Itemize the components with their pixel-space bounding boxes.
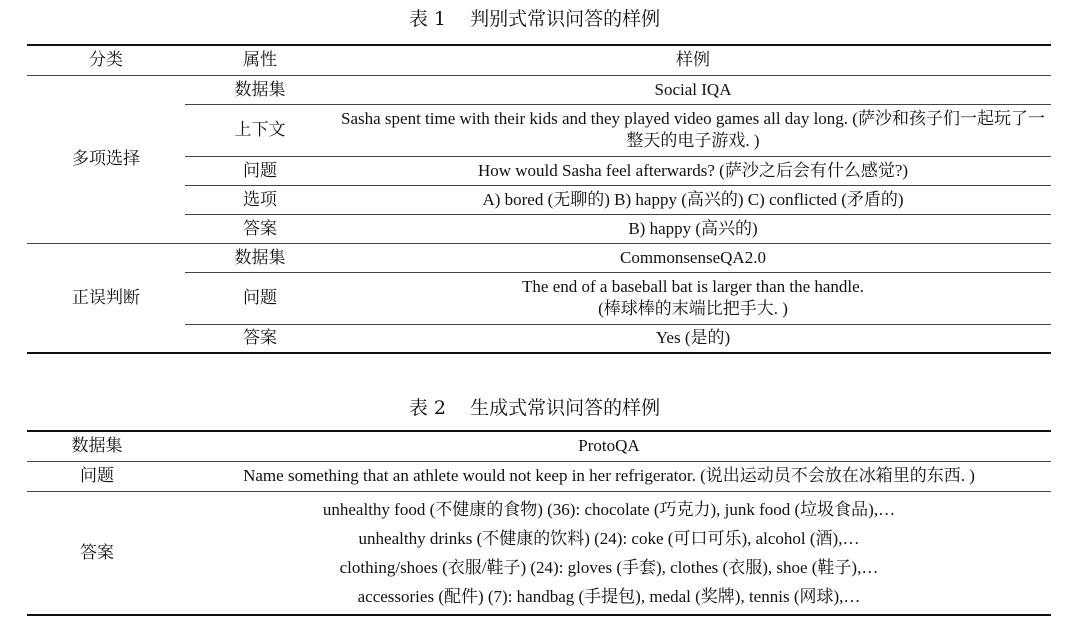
example-cell: How would Sasha feel afterwards? (萨沙之后会有什么感觉?) — [477, 160, 909, 180]
attribute-cell: 数据集 — [234, 79, 286, 99]
row-label: 数据集 — [71, 436, 123, 456]
example-cell: B) happy (高兴的) — [628, 218, 758, 238]
answers-cell — [167, 491, 1051, 615]
table-row — [27, 243, 1051, 272]
attribute-cell: 数据集 — [234, 247, 286, 267]
header-category: 分类 — [89, 50, 123, 70]
row-value: ProtoQA — [578, 436, 640, 456]
category-cell: 正误判断 — [27, 243, 185, 353]
example-cell: Yes (是的) — [655, 328, 731, 348]
table1-caption: 表 1 判别式常识问答的样例 — [408, 8, 661, 30]
header-example: 样例 — [676, 50, 710, 70]
table-row — [27, 75, 1051, 104]
attribute-cell: 问题 — [243, 160, 277, 180]
attribute-cell: 答案 — [243, 328, 277, 348]
attribute-cell: 选项 — [243, 189, 277, 209]
answer-line: clothing/shoes (衣服/鞋子) (24): gloves (手套), clothes (衣服), shoe (鞋子),… — [339, 557, 879, 577]
example-cell: CommonsenseQA2.0 — [620, 247, 766, 267]
table1-discriminative-qa-examples — [27, 44, 1051, 354]
table-row — [27, 491, 1051, 615]
attribute-cell: 上下文 — [234, 120, 286, 139]
table-row — [27, 431, 1051, 461]
example-line: (棒球棒的末端比把手大. ) — [598, 299, 788, 318]
category-cell: 多项选择 — [27, 75, 185, 243]
example-cell: A) bored (无聊的) B) happy (高兴的) C) conflicted (矛盾的) — [482, 189, 904, 209]
answer-line: accessories (配件) (7): handbag (手提包), medal (奖牌), tennis (网球),… — [357, 586, 861, 606]
row-label: 答案 — [80, 542, 114, 562]
table-row — [27, 461, 1051, 491]
example-line: The end of a baseball bat is larger than the handle. — [522, 277, 864, 296]
attribute-cell: 问题 — [243, 288, 277, 307]
answer-line: unhealthy drinks (不健康的饮料) (24): coke (可口可乐), alcohol (酒),… — [358, 528, 860, 548]
row-value: Name something that an athlete would not keep in her refrigerator. (说出运动员不会放在冰箱里的东西. ) — [243, 466, 975, 485]
table1-header-row — [27, 45, 1051, 75]
table2-caption: 表 2 生成式常识问答的样例 — [408, 397, 661, 419]
table2-generative-qa-examples — [27, 430, 1051, 616]
example-cell: Sasha spent time with their kids and they played video games all day long. (萨沙和孩子们一起玩了一整天的电子游戏. ) — [341, 109, 1045, 150]
attribute-cell: 答案 — [243, 218, 277, 238]
row-label: 问题 — [80, 466, 114, 485]
example-cell — [335, 272, 1051, 324]
answer-line: unhealthy food (不健康的食物) (36): chocolate (巧克力), junk food (垃圾食品),… — [322, 499, 896, 519]
header-attribute: 属性 — [243, 50, 277, 70]
example-cell: Social IQA — [654, 79, 732, 99]
